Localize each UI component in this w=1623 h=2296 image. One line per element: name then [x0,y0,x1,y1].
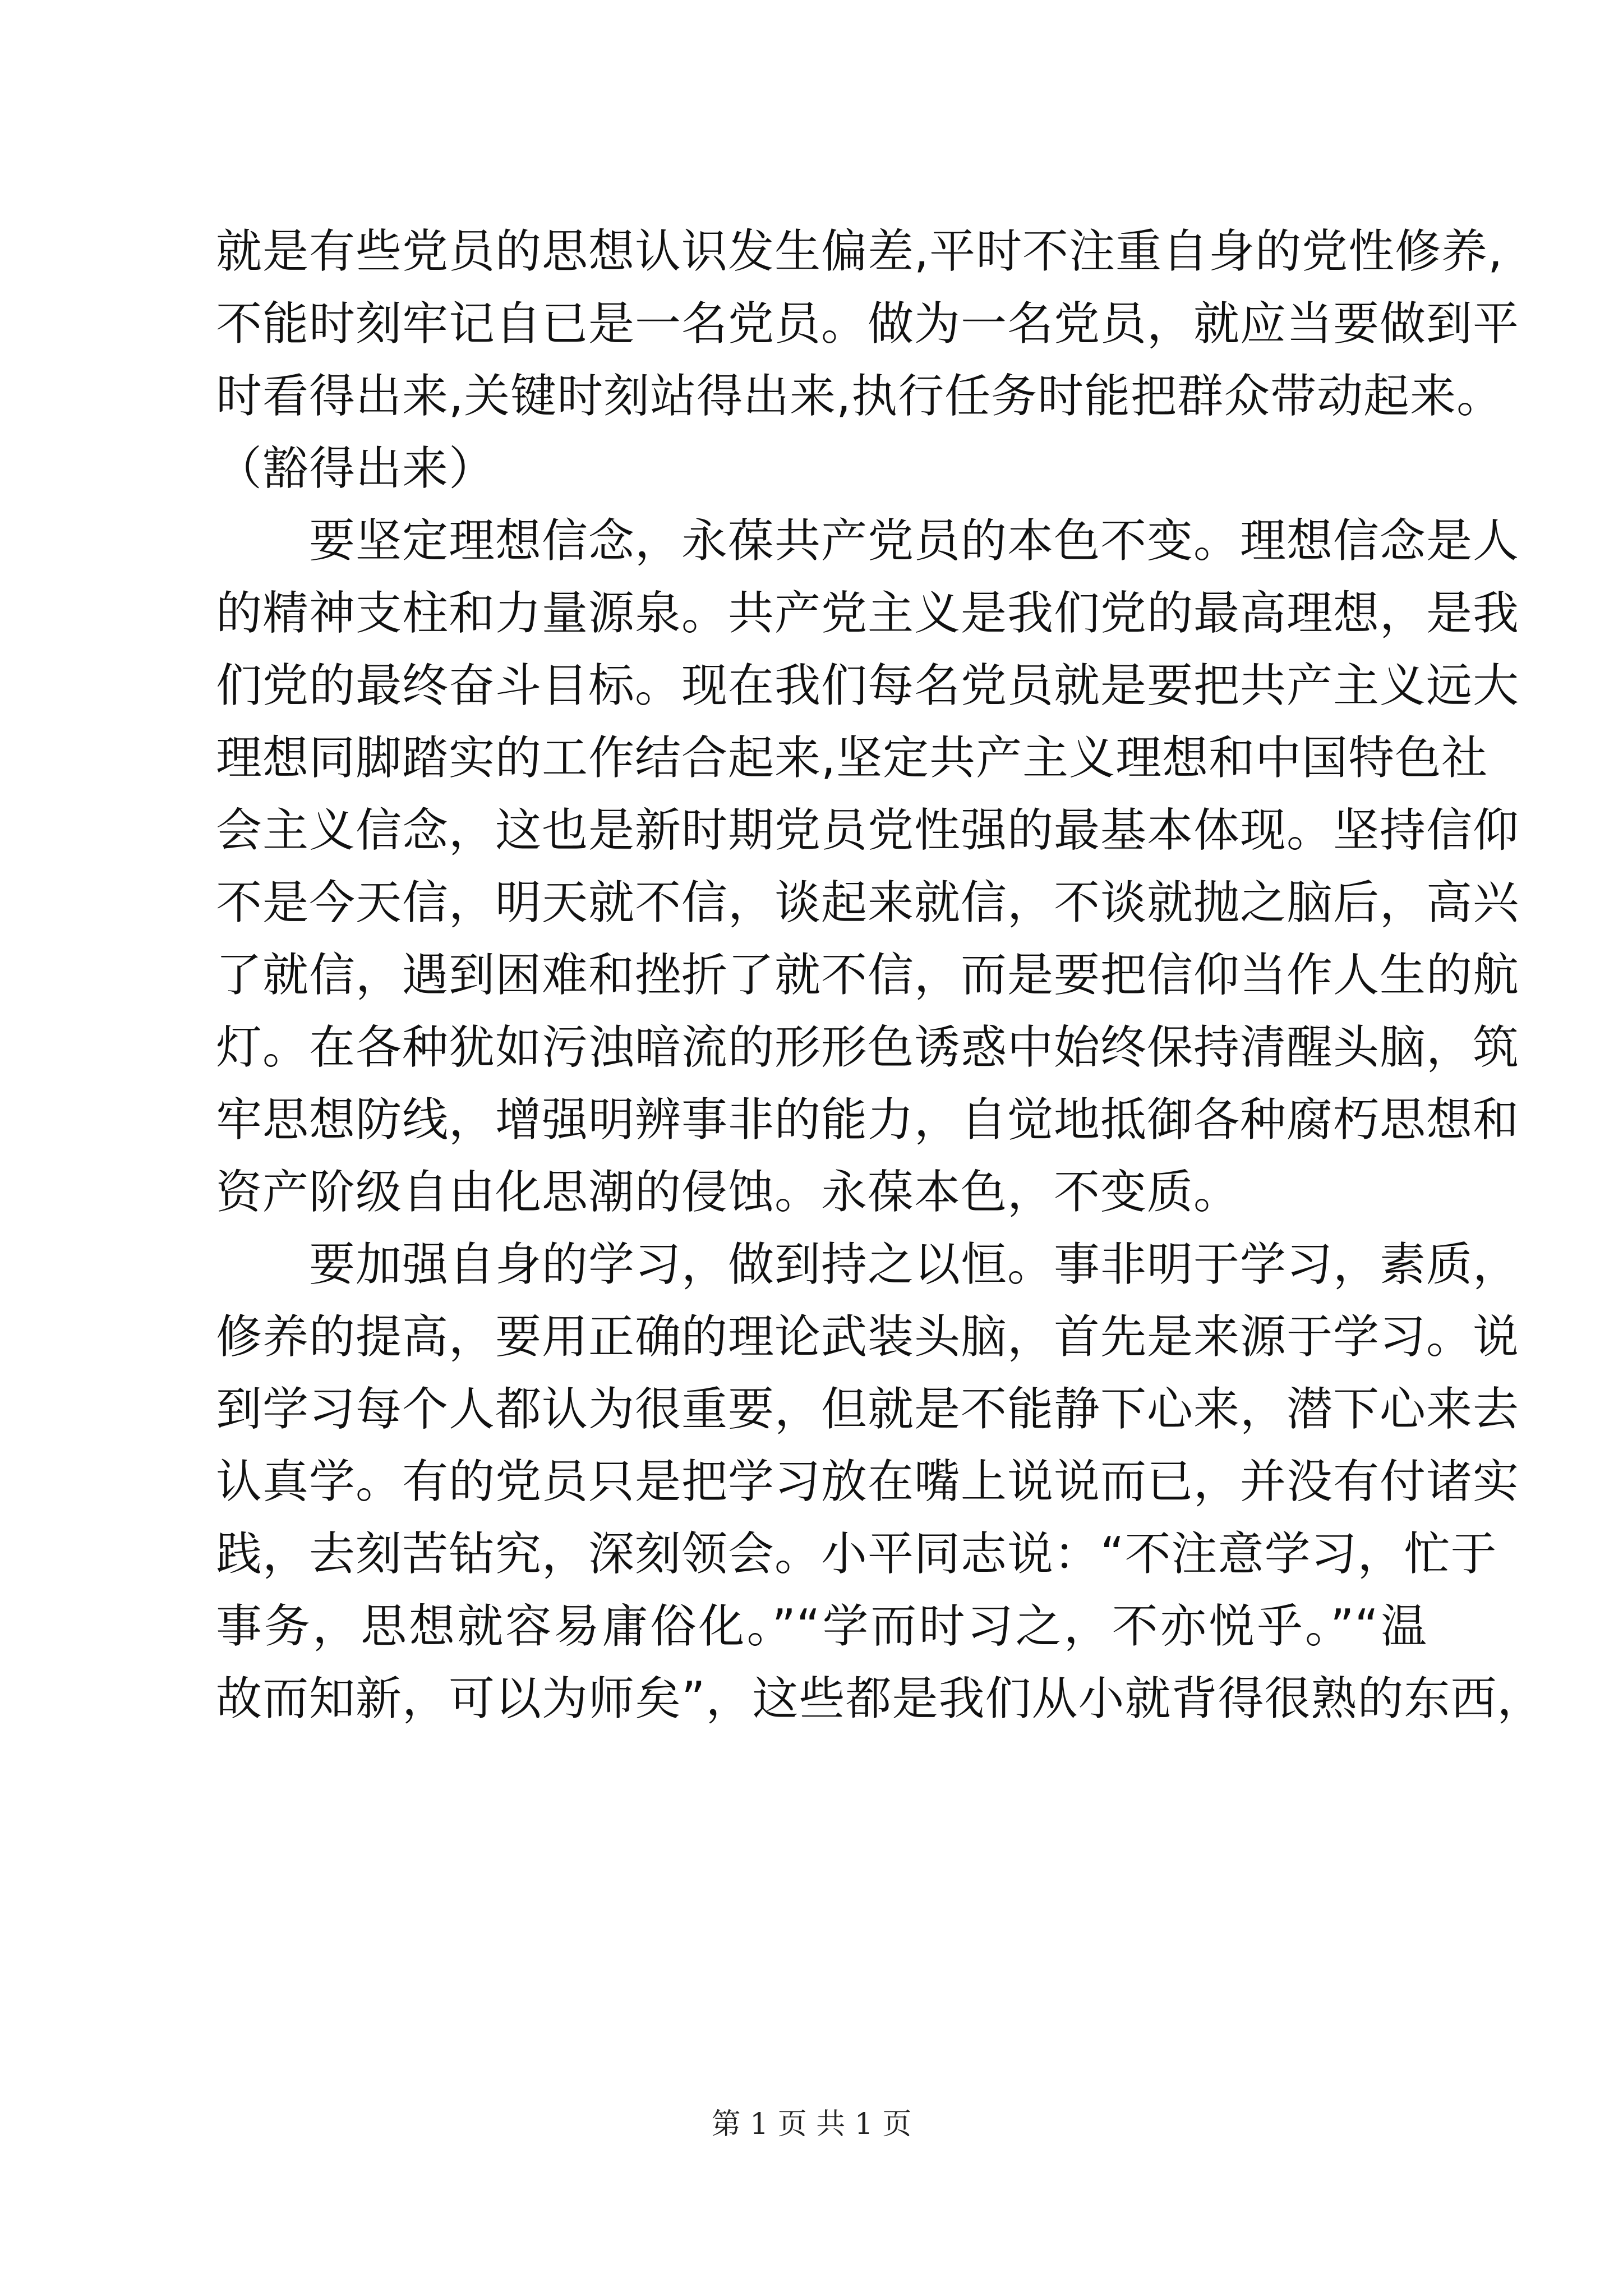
body-line: （豁得出来） [216,442,496,495]
page-footer [0,2105,1623,2144]
body-line: 要加强自身的学习，做到持之以恒。事非明于学习，素质， [216,1238,1520,1291]
page-number-label: 第 1 页 共 1 页 [711,2108,912,2141]
body-line: 牢思想防线，增强明辨事非的能力，自觉地抵御各种腐朽思想和 [216,1093,1520,1147]
body-line: 就是有些党员的思想认识发生偏差,平时不注重自身的党性修养, [216,225,1504,278]
body-line: 们党的最终奋斗目标。现在我们每名党员就是要把共产主义远大 [216,659,1520,712]
body-line: 会主义信念，这也是新时期党员党性强的最基本体现。坚持信仰 [216,804,1520,857]
document-body [216,215,1544,1735]
body-line: 修养的提高，要用正确的理论武装头脑，首先是来源于学习。说 [216,1310,1520,1364]
body-line: 事务，思想就容易庸俗化。”“学而时习之，不亦悦乎。”“温 [216,1600,1427,1653]
body-line: 理想同脚踏实的工作结合起来,坚定共产主义理想和中国特色社 [216,731,1488,785]
body-line: 要坚定理想信念，永葆共产党员的本色不变。理想信念是人 [216,514,1520,568]
body-line: 时看得出来,关键时刻站得出来,执行任务时能把群众带动起来。 [216,370,1504,423]
body-line: 践，去刻苦钻究，深刻领会。小平同志说：“不注意学习，忙于 [216,1527,1497,1581]
body-line: 不是今天信，明天就不信，谈起来就信，不谈就抛之脑后，高兴 [216,876,1520,930]
body-line: 了就信，遇到困难和挫折了就不信，而是要把信仰当作人生的航 [216,949,1520,1002]
body-line: 故而知新，可以为师矣”，这些都是我们从小就背得很熟的东西， [216,1672,1544,1726]
body-line: 资产阶级自由化思潮的侵蚀。永葆本色，不变质。 [216,1166,1241,1219]
body-line: 灯。在各种犹如污浊暗流的形形色诱惑中始终保持清醒头脑，筑 [216,1021,1520,1074]
body-line: 的精神支柱和力量源泉。共产党主义是我们党的最高理想，是我 [216,587,1520,640]
body-line: 认真学。有的党员只是把学习放在嘴上说说而已，并没有付诸实 [216,1455,1520,1508]
body-line: 不能时刻牢记自已是一名党员。做为一名党员，就应当要做到平 [216,297,1520,351]
body-line: 到学习每个人都认为很重要，但就是不能静下心来，潜下心来去 [216,1383,1520,1436]
